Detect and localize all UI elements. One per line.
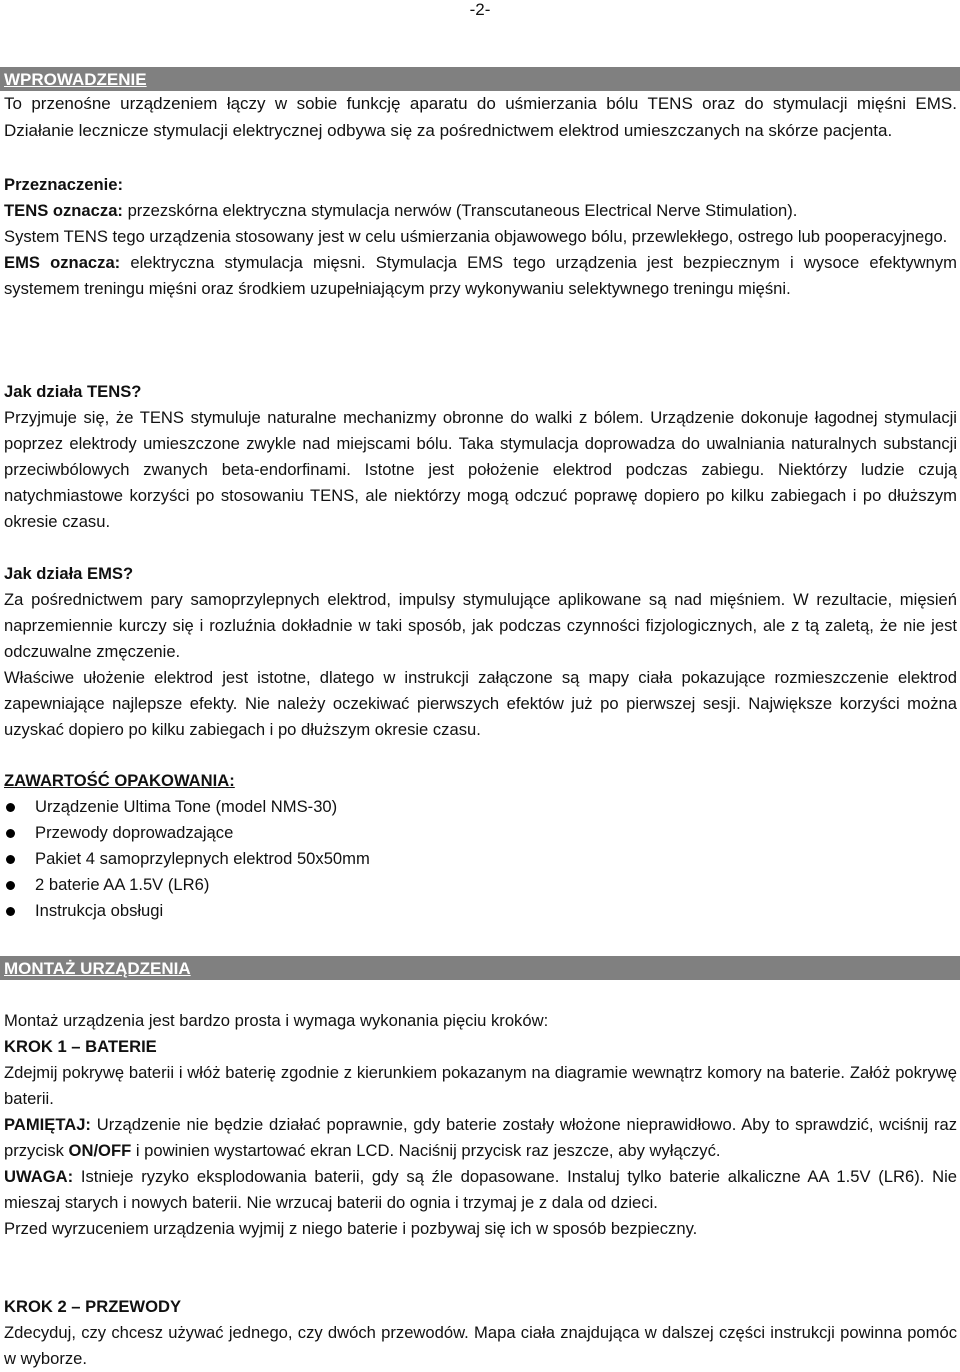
tens-how-text: Przyjmuje się, że TENS stymuluje naturalne mechanizmy obronne do walki z bólem. Urządzenie dokonuje łagodnej stymulacji poprzez elektrody umieszczone zwykle nad miejscami bólu. Taka stymulacja doprowadza do uwalniania naturalnych substancji przeciwbólowych zwanych beta-endorfinami. Istotne jest położenie elektrod podczas zabiegu. Niektórzy ludzie czują natychmiastowe korzyści po stosowaniu TENS, ale niektórzy mogą odczuć poprawę dopiero po kilku zabiegach i po dłuższym okresie czasu.	[4, 408, 957, 531]
disposal-text: Przed wyrzuceniem urządzenia wyjmij z niego baterie i pozbywaj się ich w sposób bezpieczny.	[4, 1219, 698, 1238]
step1-text: Zdejmij pokrywę baterii i włóż baterię zgodnie z kierunkiem pokazanym na diagramie wewnątrz komory na baterie. Załóż pokrywę baterii.	[4, 1063, 957, 1108]
intro-heading: WPROWADZENIE	[4, 70, 147, 89]
step1-title: KROK 1 – BATERIE	[4, 1037, 157, 1056]
step2-text: Zdecyduj, czy chcesz używać jednego, czy dwóch przewodów. Mapa ciała znajdująca w dalszej części instrukcji powinna pomóc w wyborze.	[4, 1323, 957, 1368]
purpose-label: Przeznaczenie:	[4, 175, 123, 194]
bullet-icon	[6, 881, 15, 890]
tens-label: TENS oznacza:	[4, 201, 123, 220]
bullet-icon	[6, 855, 15, 864]
ems-definition: elektryczna stymulacja mięsni. Stymulacja EMS tego urządzenia jest bezpiecznym i wysoce efektywnym systemem treningu mięśni oraz środkiem uzupełniającym przy wykonywaniu selektywnego treningu mięśni.	[4, 253, 958, 298]
list-item: 2 baterie AA 1.5V (LR6)	[4, 872, 957, 898]
package-title: ZAWARTOŚĆ OPAKOWANIA:	[4, 771, 235, 790]
list-item: Pakiet 4 samoprzylepnych elektrod 50x50mm	[4, 846, 957, 872]
assembly-section: Montaż urządzenia jest bardzo prosta i wymaga wykonania pięciu kroków: KROK 1 – BATERIE Zdejmij pokrywę baterii i włóż baterię zgodnie z kierunkiem pokazanym na diagramie wewnątrz komory na baterie. Załóż pokrywę baterii. PAMIĘTAJ: Urządzenie nie będzie działać poprawnie, gdy baterie zostały włożone nieprawidłowo. Aby to sprawdzić, wciśnij raz przycisk ON/OFF i powinien wystartować ekran LCD. Naciśnij przycisk raz jeszcze, aby wyłączyć. UWAGA: Istnieje ryzyko eksplodowania baterii, gdy są źle dopasowane. Instaluj tylko baterie alkaliczne AA 1.5V (LR6). Nie mieszaj starych i nowych baterii. Nie wrzucaj baterii do ognia i trzymaj je z dala od dzieci. Przed wyrzuceniem urządzenia wyjmij z niego baterie i pozbywaj się ich w sposób bezpieczny.	[4, 1008, 957, 1242]
bullet-icon	[6, 829, 15, 838]
assembly-intro: Montaż urządzenia jest bardzo prosta i wymaga wykonania pięciu kroków:	[4, 1011, 549, 1030]
tens-system-text: System TENS tego urządzenia stosowany jest w celu uśmierzania objawowego bólu, przewlekłego, ostrego lub pooperacyjnego.	[4, 227, 948, 246]
ems-how-section	[4, 561, 957, 743]
onoff-label: ON/OFF	[68, 1141, 132, 1160]
tens-how-title: Jak działa TENS?	[4, 382, 142, 401]
ems-label: EMS oznacza:	[4, 253, 121, 272]
intro-heading-band	[0, 67, 960, 91]
package-list	[4, 794, 957, 924]
tens-definition: przezskórna elektryczna stymulacja nerwów (Transcutaneous Electrical Nerve Stimulation).	[122, 201, 798, 220]
ems-how-text-1: Za pośrednictwem pary samoprzylepnych elektrod, impulsy stymulujące aplikowane są nad mięśniem. W rezultacie, mięsień naprzemiennie kurczy się i rozluźnia dokładnie w taki sposób, jak podczas czynności fizjologicznych, ale z tą zaletą, że nie jest odczuwalne zmęczenie.	[4, 590, 957, 661]
list-item: Przewody doprowadzające	[4, 820, 957, 846]
ems-how-title: Jak działa EMS?	[4, 564, 134, 583]
page-number: -2-	[469, 0, 491, 19]
ems-how-text-2: Właściwe ułożenie elektrod jest istotne, dlatego w instrukcji załączone są mapy ciała pokazujące rozmieszczenie elektrod zapewniające najlepsze efekty. Nie należy oczekiwać pierwszych efektów już po pierwszej sesji. Największe korzyści można uzyskać dopiero po kilku zabiegach i po dłuższym okresie czasu.	[4, 668, 957, 739]
assembly-heading: MONTAŻ URZĄDZENIA	[4, 959, 191, 978]
step2-title: KROK 2 – PRZEWODY	[4, 1297, 182, 1316]
bullet-icon	[6, 803, 15, 812]
intro-text: To przenośne urządzeniem łączy w sobie funkcję aparatu do uśmierzania bólu TENS oraz do stymulacji mięśni EMS. Działanie lecznicze stymulacji elektrycznej odbywa się za pośrednictwem elektrod umieszczanych na skórze pacjenta.	[4, 94, 957, 140]
list-item: Instrukcja obsługi	[4, 898, 957, 924]
assembly-heading-band	[0, 956, 960, 980]
warning-label: UWAGA:	[4, 1167, 74, 1186]
warning-text: Istnieje ryzyko eksplodowania baterii, gdy są źle dopasowane. Instaluj tylko baterie alkaliczne AA 1.5V (LR6). Nie mieszaj starych i nowych baterii. Nie wrzucaj baterii do ognia i trzymaj je z dala od dzieci.	[4, 1167, 957, 1212]
list-item: Urządzenie Ultima Tone (model NMS-30)	[4, 794, 957, 820]
package-section	[4, 768, 957, 924]
bullet-icon	[6, 907, 15, 916]
purpose-section	[4, 172, 957, 302]
tens-how-section	[4, 379, 957, 535]
step2-section	[4, 1294, 957, 1372]
remember-label: PAMIĘTAJ:	[4, 1115, 91, 1134]
